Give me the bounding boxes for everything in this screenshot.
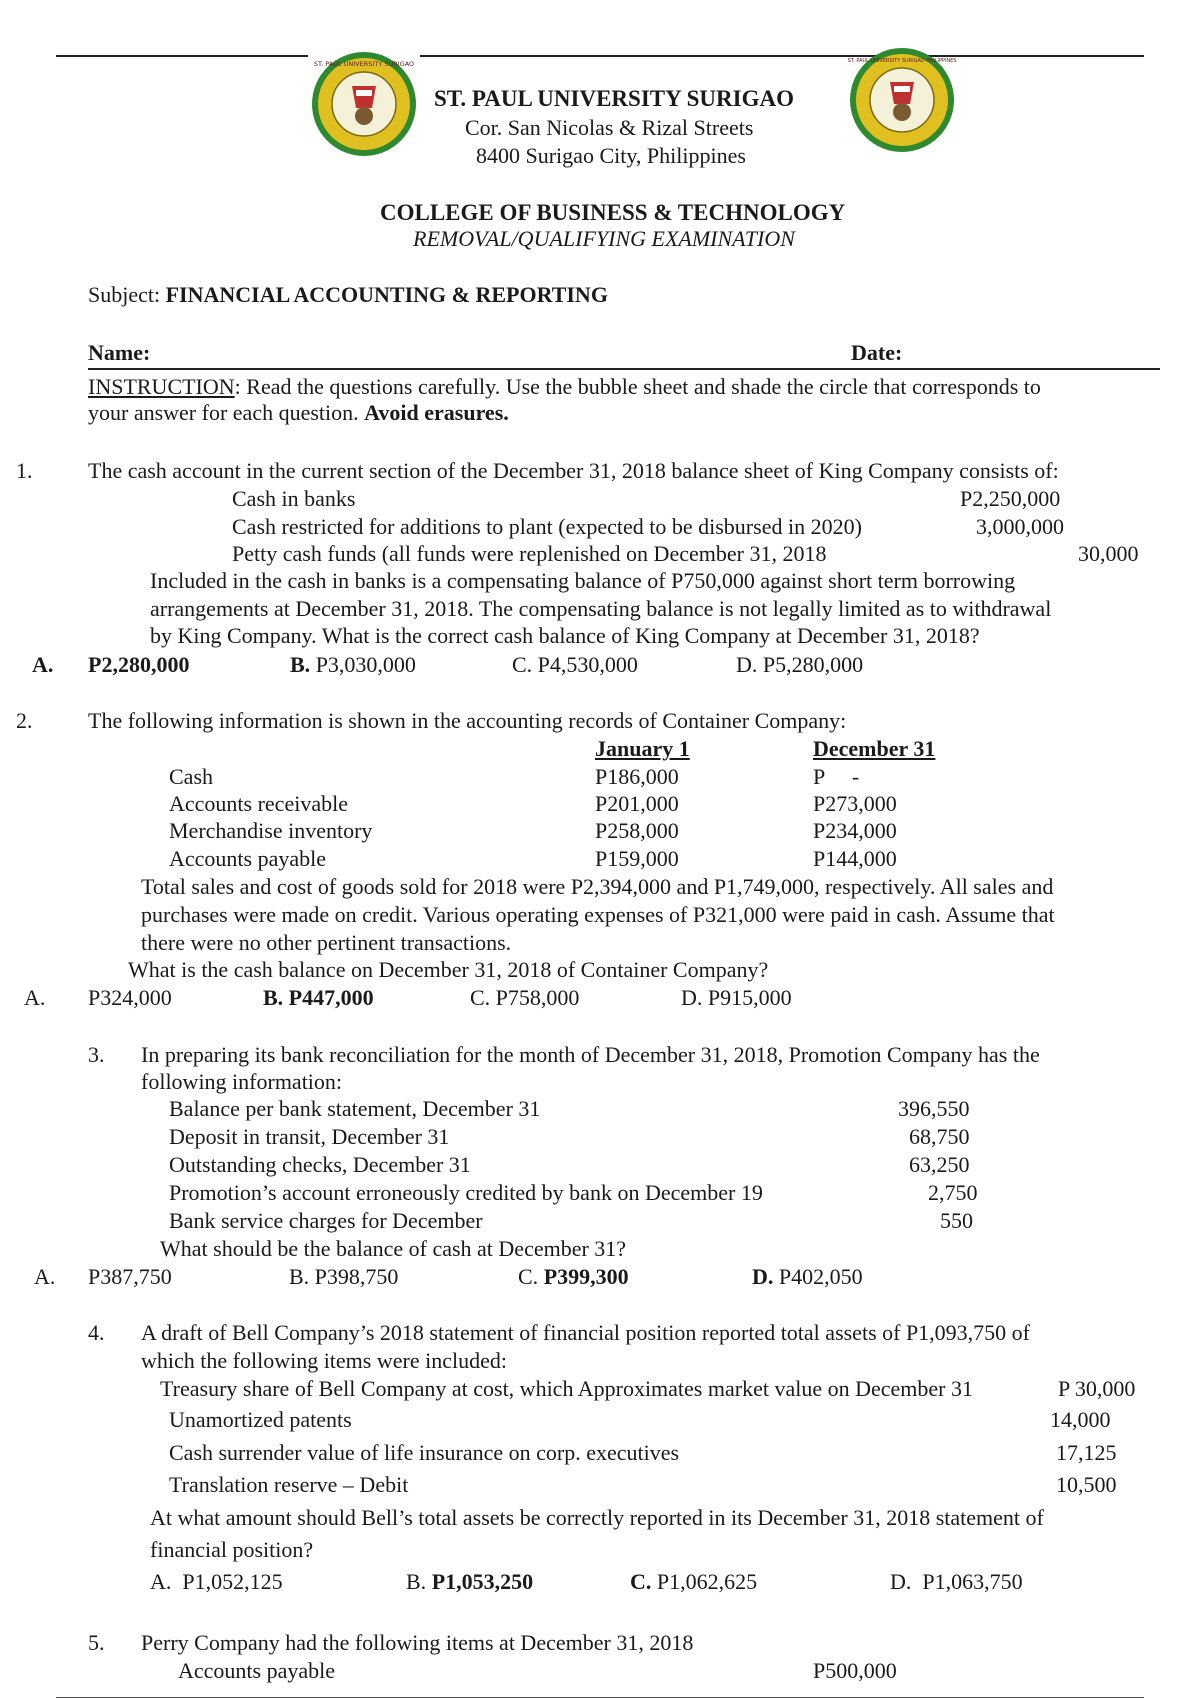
university-name: ST. PAUL UNIVERSITY SURIGAO [434, 86, 794, 111]
q4-option-b-value: P1,053,250 [431, 1569, 534, 1594]
q2-stem: The following information is shown in the accounting records of Container Company: [88, 708, 847, 733]
instruction-text-1: : Read the questions carefully. Use the bubble sheet and shade the circle that corresponds to [234, 374, 1041, 399]
q4-item-value: 10,500 [1056, 1472, 1117, 1497]
page-bottom-rule [56, 1697, 1144, 1698]
name-date-rule [88, 368, 1160, 370]
name-label: Name: [88, 340, 151, 365]
instruction-text-2: your answer for each question. [88, 400, 359, 425]
q2-row-dec: P234,000 [813, 818, 897, 843]
q5-stem: Perry Company had the following items at December 31, 2018 [141, 1630, 694, 1655]
q1-item-value: P2,250,000 [960, 486, 1061, 511]
header-rule-left [56, 55, 308, 57]
q2-number: 2. [16, 708, 33, 733]
address-line-1: Cor. San Nicolas & Rizal Streets [465, 115, 754, 140]
q4-option-b [406, 1569, 533, 1595]
q3-option-c [518, 1264, 629, 1290]
q3-option-d-value: P402,050 [778, 1264, 863, 1289]
q2-row-label: Cash [169, 764, 213, 789]
q1-body-line: by King Company. What is the correct cash balance of King Company at December 31, 2018? [150, 623, 980, 648]
q2-body-line: purchases were made on credit. Various operating expenses of P321,000 were paid in cash. Assume that [141, 902, 1055, 927]
q3-item-label: Balance per bank statement, December 31 [169, 1096, 541, 1121]
q3-stem-line-1: In preparing its bank reconciliation for the month of December 31, 2018, Promotion Company has the [141, 1042, 1040, 1067]
q3-item-label: Promotion’s account erroneously credited by bank on December 19 [169, 1180, 763, 1205]
q2-row-dec: P273,000 [813, 791, 897, 816]
q2-row-jan: P258,000 [595, 818, 679, 843]
q3-item-label: Bank service charges for December [169, 1208, 483, 1233]
college-name: COLLEGE OF BUSINESS & TECHNOLOGY [380, 200, 846, 225]
q4-stem-line-1: A draft of Bell Company’s 2018 statement of financial position reported total assets of P1,093,750 of [141, 1320, 1031, 1345]
subject-label: Subject: [88, 282, 161, 307]
q1-body-line: Included in the cash in banks is a compensating balance of P750,000 against short term borrowing [150, 568, 1016, 593]
q4-option-c [630, 1569, 757, 1595]
q1-option-c: C. P4,530,000 [512, 652, 638, 677]
q4-item-value: 17,125 [1056, 1440, 1117, 1465]
q2-option-d: D. P915,000 [681, 985, 792, 1010]
q4-option-d: D. P1,063,750 [890, 1569, 1023, 1594]
q5-number: 5. [88, 1630, 105, 1655]
q4-question-line-1: At what amount should Bell’s total assets be correctly reported in its December 31, 2018 statement of [150, 1505, 1044, 1530]
date-label: Date: [851, 340, 903, 365]
q4-item-label: Treasury share of Bell Company at cost, which Approximates market value on December 31 [160, 1376, 973, 1401]
q3-item-label: Deposit in transit, December 31 [169, 1124, 450, 1149]
seal-left-lettering: ST. PAUL UNIVERSITY SURIGAO [313, 60, 415, 68]
q2-body-line: Total sales and cost of goods sold for 2018 were P2,394,000 and P1,749,000, respectively. All sales and [141, 874, 1054, 899]
q4-item-label: Cash surrender value of life insurance on corp. executives [169, 1440, 680, 1465]
q1-body-line: arrangements at December 31, 2018. The compensating balance is not legally limited as to withdrawal [150, 596, 1052, 621]
exam-title: REMOVAL/QUALIFYING EXAMINATION [413, 226, 795, 251]
q3-option-c-letter: C. [518, 1264, 539, 1289]
q1-option-a: P2,280,000 [88, 652, 190, 677]
q2-row-jan: P159,000 [595, 846, 679, 871]
q1-item-label: Cash restricted for additions to plant (expected to be disbursed in 2020) [232, 514, 862, 539]
header-rule-right [420, 55, 1144, 57]
q2-column-december: December 31 [813, 736, 936, 761]
q3-option-d [752, 1264, 863, 1290]
q2-column-january: January 1 [595, 736, 690, 761]
q3-item-value: 2,750 [928, 1180, 978, 1205]
q3-item-label: Outstanding checks, December 31 [169, 1152, 471, 1177]
q5-item-value: P500,000 [813, 1658, 897, 1683]
q3-item-value: 63,250 [909, 1152, 970, 1177]
q4-question-line-2: financial position? [150, 1537, 314, 1562]
university-seal-right [848, 46, 956, 154]
instruction-label: INSTRUCTION [88, 374, 235, 399]
q1-option-b [290, 652, 416, 678]
q1-item-label: Cash in banks [232, 486, 356, 511]
q3-question: What should be the balance of cash at December 31? [160, 1236, 627, 1261]
q2-row-label: Merchandise inventory [169, 818, 373, 843]
q4-option-c-value: P1,062,625 [656, 1569, 758, 1594]
q3-option-c-value: P399,300 [543, 1264, 629, 1289]
q1-option-b-value: P3,030,000 [315, 652, 416, 677]
q1-option-a-letter: A. [32, 652, 54, 677]
q3-number: 3. [88, 1042, 105, 1067]
q2-option-a: P324,000 [88, 985, 172, 1010]
q3-item-value: 550 [940, 1208, 973, 1233]
q2-option-a-letter: A. [24, 985, 46, 1010]
q2-question: What is the cash balance on December 31, 2018 of Container Company? [128, 957, 769, 982]
address-line-2: 8400 Surigao City, Philippines [476, 143, 746, 168]
q2-body-line: there were no other pertinent transactions. [141, 930, 512, 955]
q1-item-label: Petty cash funds (all funds were replenished on December 31, 2018 [232, 541, 827, 566]
q2-row-dec: P144,000 [813, 846, 897, 871]
q2-row-jan: P186,000 [595, 764, 679, 789]
q1-option-b-letter: B. [290, 652, 311, 677]
q1-item-value: 3,000,000 [976, 514, 1064, 539]
q5-item-label: Accounts payable [178, 1658, 335, 1683]
q3-option-b: B. P398,750 [289, 1264, 399, 1289]
q1-stem: The cash account in the current section of the December 31, 2018 balance sheet of King Company consists of: [88, 458, 1059, 483]
q1-number: 1. [16, 458, 33, 483]
q2-option-c: C. P758,000 [470, 985, 580, 1010]
seal-right-lettering: ST. PAUL UNIVERSITY SURIGAO PHILIPPINES [848, 58, 956, 64]
q1-item-value: 30,000 [1078, 541, 1139, 566]
q2-row-jan: P201,000 [595, 791, 679, 816]
q3-stem-line-2: following information: [141, 1069, 343, 1094]
q4-option-b-letter: B. [406, 1569, 427, 1594]
instruction-line-1 [88, 374, 1041, 400]
q4-item-label: Translation reserve – Debit [169, 1472, 409, 1497]
instruction-emphasis: Avoid erasures. [364, 400, 509, 425]
q3-option-a-letter: A. [34, 1264, 56, 1289]
q1-option-d: D. P5,280,000 [736, 652, 864, 677]
q4-item-label: Unamortized patents [169, 1407, 352, 1432]
q2-row-dec: P - [813, 764, 860, 789]
q4-number: 4. [88, 1320, 105, 1345]
university-seal-left [310, 50, 418, 158]
q4-option-c-letter: C. [630, 1569, 652, 1594]
q4-stem-line-2: which the following items were included: [141, 1348, 507, 1373]
subject-value: FINANCIAL ACCOUNTING & REPORTING [165, 282, 608, 307]
q2-option-b: B. P447,000 [263, 985, 374, 1010]
q3-option-d-letter: D. [752, 1264, 774, 1289]
q2-row-label: Accounts payable [169, 846, 326, 871]
q2-row-label: Accounts receivable [169, 791, 348, 816]
q4-option-a: A. P1,052,125 [150, 1569, 283, 1594]
instruction-line-2 [88, 400, 509, 426]
q3-item-value: 68,750 [909, 1124, 970, 1149]
q4-item-value: 14,000 [1050, 1407, 1111, 1432]
q3-item-value: 396,550 [898, 1096, 970, 1121]
q3-option-a: P387,750 [88, 1264, 172, 1289]
q4-item-value: P 30,000 [1058, 1376, 1136, 1401]
subject-line [88, 282, 608, 308]
